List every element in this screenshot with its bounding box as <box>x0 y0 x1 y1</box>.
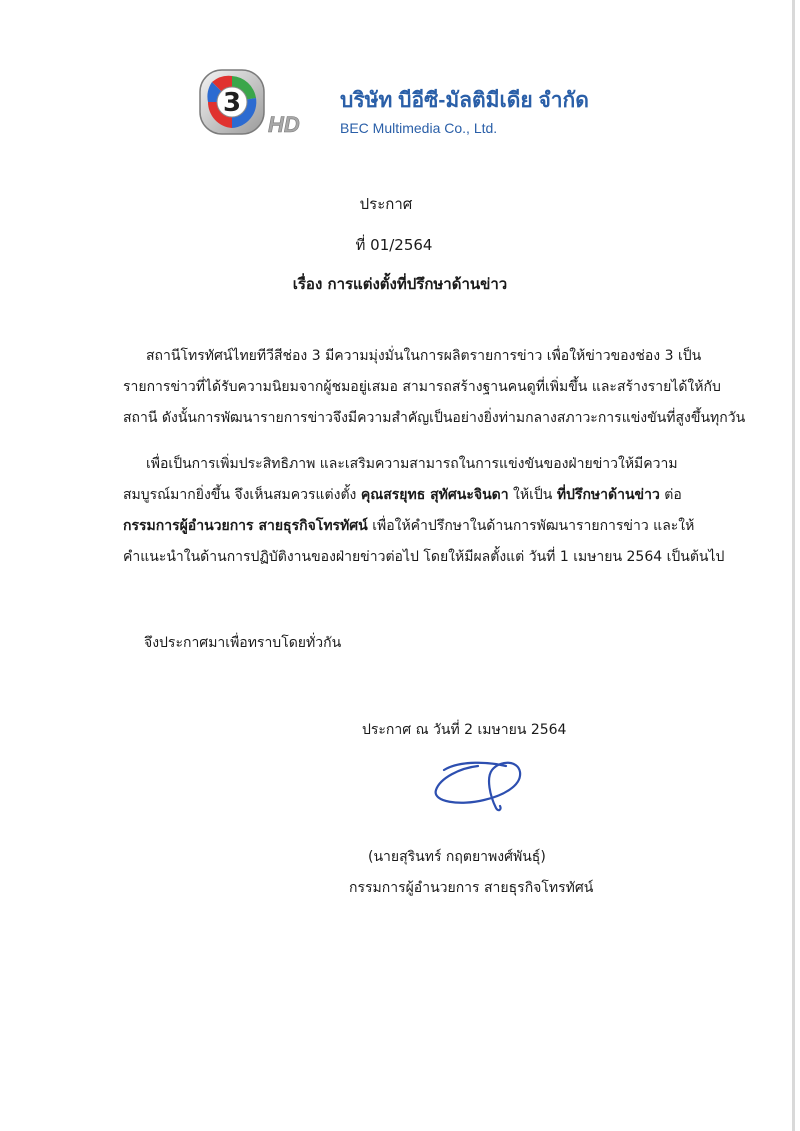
handwritten-signature <box>430 756 530 816</box>
svg-text:3: 3 <box>222 88 242 118</box>
closing-statement: จึงประกาศมาเพื่อทราบโดยทั่วกัน <box>144 635 342 651</box>
announcement-date: ประกาศ ณ วันที่ 2 เมษายน 2564 <box>362 722 567 738</box>
appointee-name: คุณสรยุทธ สุทัศนะจินดา <box>360 487 509 503</box>
body-paragraph-2 <box>123 449 725 573</box>
text-run: ให้เป็น <box>508 487 557 503</box>
announcement-title: ประกาศ <box>359 195 413 213</box>
svg-text:HD: HD <box>268 112 300 137</box>
channel-3-hd-logo <box>198 68 316 138</box>
text-run: สมบูรณ์มากยิ่งขึ้น จึงเห็นสมควรแต่งตั้ง <box>123 487 361 503</box>
announcement-number: ที่ 01/2564 <box>355 236 433 254</box>
signer-name: (นายสุรินทร์ กฤตยาพงศ์พันธุ์) <box>368 849 546 865</box>
paragraph-line <box>123 511 718 542</box>
paragraph-line: รายการข่าวที่ได้รับความนิยมจากผู้ชมอยู่เสมอ สามารถสร้างฐานคนดูที่เพิ่มขึ้น และสร้างรายได้ให้กับ <box>123 379 721 395</box>
company-name-thai: บริษัท บีอีซี-มัลติมีเดีย จำกัด <box>340 89 589 112</box>
body-paragraph-1 <box>123 341 746 434</box>
paragraph-line: สถานี ดังนั้นการพัฒนารายการข่าวจึงมีความสำคัญเป็นอย่างยิ่งท่ามกลางสภาวะการแข่งขันที่สูงขึ้นทุกวัน <box>123 410 746 426</box>
paragraph-line <box>123 480 718 511</box>
signer-title: กรรมการผู้อำนวยการ สายธุรกิจโทรทัศน์ <box>349 880 594 896</box>
company-name-english: BEC Multimedia Co., Ltd. <box>340 120 498 136</box>
scan-edge-shadow <box>792 0 795 1131</box>
appointed-position: ที่ปรึกษาด้านข่าว <box>556 487 660 503</box>
text-run: ต่อ <box>659 487 682 503</box>
announcement-subject: เรื่อง การแต่งตั้งที่ปรึกษาด้านข่าว <box>292 275 508 293</box>
reporting-executive: กรรมการผู้อำนวยการ สายธุรกิจโทรทัศน์ <box>123 518 368 534</box>
paragraph-line: คำแนะนำในด้านการปฏิบัติงานของฝ่ายข่าวต่อไป โดยให้มีผลตั้งแต่ วันที่ 1 เมษายน 2564 เป็นต้นไป <box>123 549 725 565</box>
paragraph-line: เพื่อเป็นการเพิ่มประสิทธิภาพ และเสริมความสามารถในการแข่งขันของฝ่ายข่าวให้มีความ <box>146 456 678 472</box>
text-run: เพื่อให้คำปรึกษาในด้านการพัฒนารายการข่าว และให้ <box>367 518 695 534</box>
paragraph-line: สถานีโทรทัศน์ไทยทีวีสีช่อง 3 มีความมุ่งมั่นในการผลิตรายการข่าว เพื่อให้ข่าวของช่อง 3 เป็น <box>146 348 702 364</box>
